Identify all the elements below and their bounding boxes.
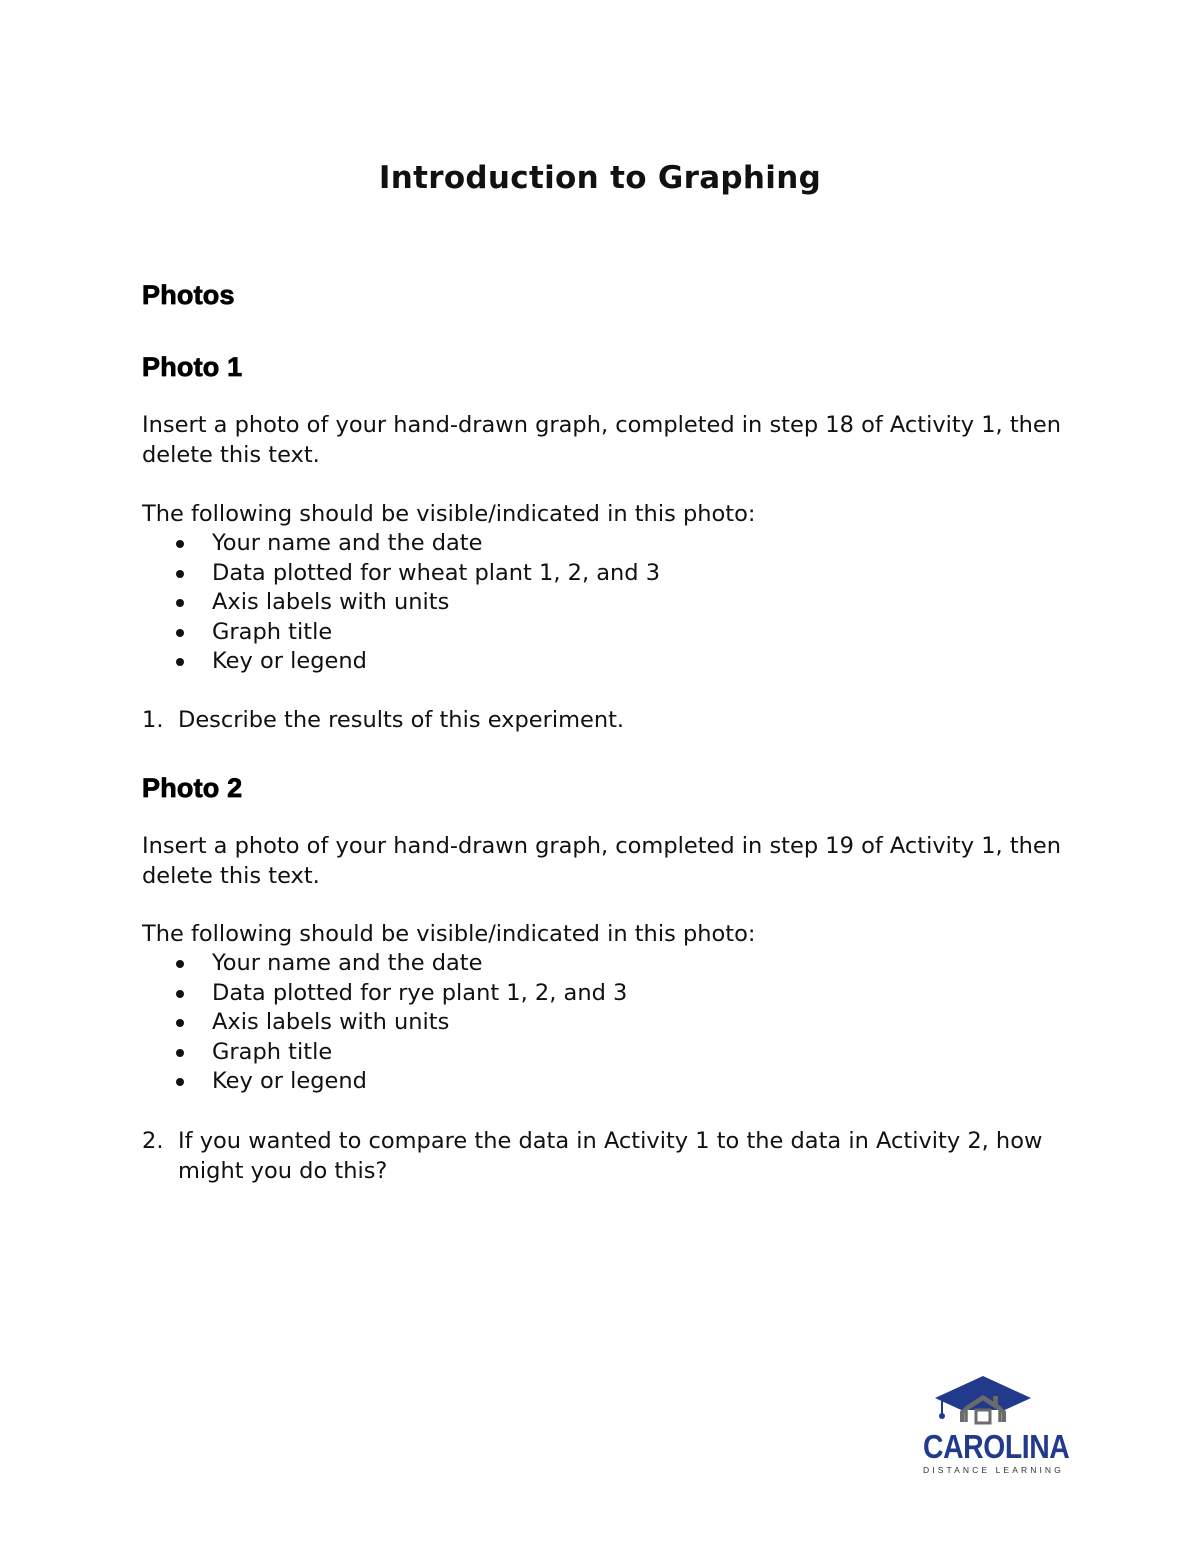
question-1 bbox=[142, 706, 1062, 736]
checklist-item-label: Key or legend bbox=[212, 1068, 367, 1094]
photo-2-instruction: Insert a photo of your hand-drawn graph, completed in step 19 of Activity 1, then delete this text. bbox=[142, 833, 1062, 889]
checklist-item-label: Axis labels with units bbox=[212, 1009, 450, 1035]
photo-1-checklist bbox=[142, 529, 660, 677]
checklist-item-label: Graph title bbox=[212, 1038, 333, 1065]
list-item bbox=[142, 1067, 627, 1097]
list-item bbox=[142, 949, 627, 979]
photo-2-checklist-intro: The following should be visible/indicated in this photo: bbox=[142, 921, 756, 947]
question-2 bbox=[142, 1127, 1062, 1186]
list-item bbox=[142, 618, 660, 648]
bullet-icon bbox=[176, 1078, 184, 1086]
checklist-item-label: Data plotted for rye plant 1, 2, and 3 bbox=[212, 979, 628, 1006]
bullet-icon bbox=[176, 540, 184, 548]
photo-2-heading: Photo 2 bbox=[142, 773, 243, 803]
checklist-item-label: Your name and the date bbox=[212, 950, 483, 976]
checklist-item-label: Axis labels with units bbox=[212, 589, 450, 615]
bullet-icon bbox=[176, 1019, 184, 1027]
bullet-icon bbox=[176, 960, 184, 968]
photo-2-checklist bbox=[142, 949, 627, 1097]
checklist-item-label: Your name and the date bbox=[212, 530, 483, 556]
photo-1-checklist-intro: The following should be visible/indicated in this photo: bbox=[142, 501, 756, 527]
logo-tagline: DISTANCE LEARNING bbox=[923, 1465, 1064, 1475]
list-item bbox=[142, 559, 660, 589]
bullet-icon bbox=[176, 658, 184, 666]
photo-1-heading: Photo 1 bbox=[142, 352, 243, 382]
bullet-icon bbox=[176, 990, 184, 998]
question-text: If you wanted to compare the data in Activity 1 to the data in Activity 2, how might you do this? bbox=[178, 1128, 1043, 1184]
checklist-item-label: Key or legend bbox=[212, 648, 367, 674]
list-item bbox=[142, 588, 660, 618]
list-item bbox=[142, 1038, 627, 1068]
bullet-icon bbox=[176, 629, 184, 637]
list-item bbox=[142, 1008, 627, 1038]
bullet-icon bbox=[176, 570, 184, 578]
question-number: 2. bbox=[142, 1128, 164, 1154]
logo-wordmark: CAROLINA bbox=[923, 1428, 1070, 1465]
document-title: Introduction to Graphing bbox=[378, 160, 822, 196]
question-text: Describe the results of this experiment. bbox=[178, 707, 625, 733]
section-heading-photos: Photos bbox=[142, 280, 235, 310]
list-item bbox=[142, 979, 627, 1009]
photo-1-instruction: Insert a photo of your hand-drawn graph, completed in step 18 of Activity 1, then delete this text. bbox=[142, 412, 1062, 468]
question-number: 1. bbox=[142, 707, 164, 733]
checklist-item-label: Data plotted for wheat plant 1, 2, and 3 bbox=[212, 559, 661, 586]
bullet-icon bbox=[176, 1049, 184, 1057]
list-item bbox=[142, 647, 660, 677]
bullet-icon bbox=[176, 599, 184, 607]
checklist-item-label: Graph title bbox=[212, 618, 333, 645]
list-item bbox=[142, 529, 660, 559]
